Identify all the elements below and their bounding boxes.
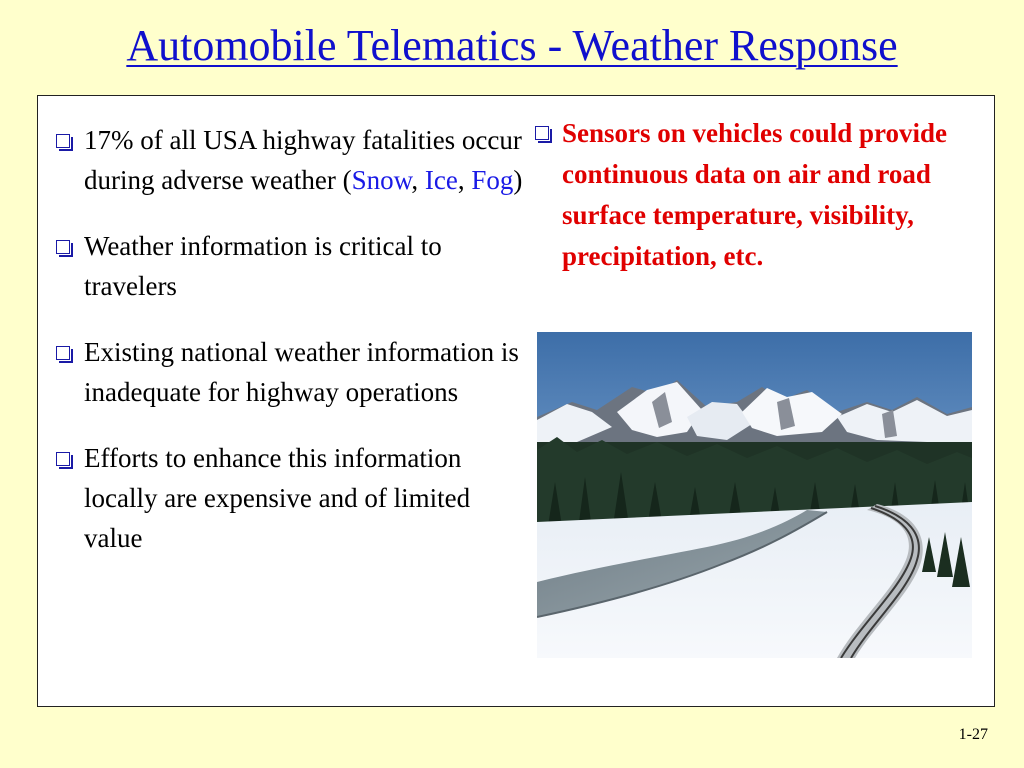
bullet-critical-info-text: Weather information is critical to travelers xyxy=(84,231,442,301)
page-number: 1-27 xyxy=(958,726,988,743)
square-bullet-icon xyxy=(56,240,70,254)
separator: , xyxy=(411,165,425,195)
winter-mountain-road-photo xyxy=(537,332,972,658)
square-bullet-icon xyxy=(56,134,70,148)
bullet-efforts-text: Efforts to enhance this information locally are expensive and of limited value xyxy=(84,443,471,553)
bullet-fatalities xyxy=(54,120,524,200)
ice-highlight: Ice xyxy=(424,165,458,195)
bullet-sensors-text: Sensors on vehicles could provide continuous data on air and road surface temperature, visibility, precipitation, etc. xyxy=(562,118,948,271)
slide-title: Automobile Telematics - Weather Response xyxy=(126,21,898,70)
bullet-fatalities-text: 17% of all USA highway fatalities occur during adverse weather ( xyxy=(84,125,522,195)
separator: , xyxy=(457,165,472,195)
bullet-sensors xyxy=(533,113,973,277)
left-bullet-list xyxy=(54,120,524,584)
square-bullet-icon xyxy=(535,126,549,140)
bullet-inadequate xyxy=(54,332,524,412)
right-bullet-list xyxy=(533,113,973,277)
bullet-efforts xyxy=(54,438,524,558)
bullet-inadequate-text: Existing national weather information is inadequate for highway operations xyxy=(84,337,519,407)
square-bullet-icon xyxy=(56,452,70,466)
fog-highlight: Fog xyxy=(471,165,514,195)
closing-paren: ) xyxy=(513,165,523,195)
square-bullet-icon xyxy=(56,346,70,360)
snow-highlight: Snow xyxy=(351,165,412,195)
bullet-critical-info xyxy=(54,226,524,306)
